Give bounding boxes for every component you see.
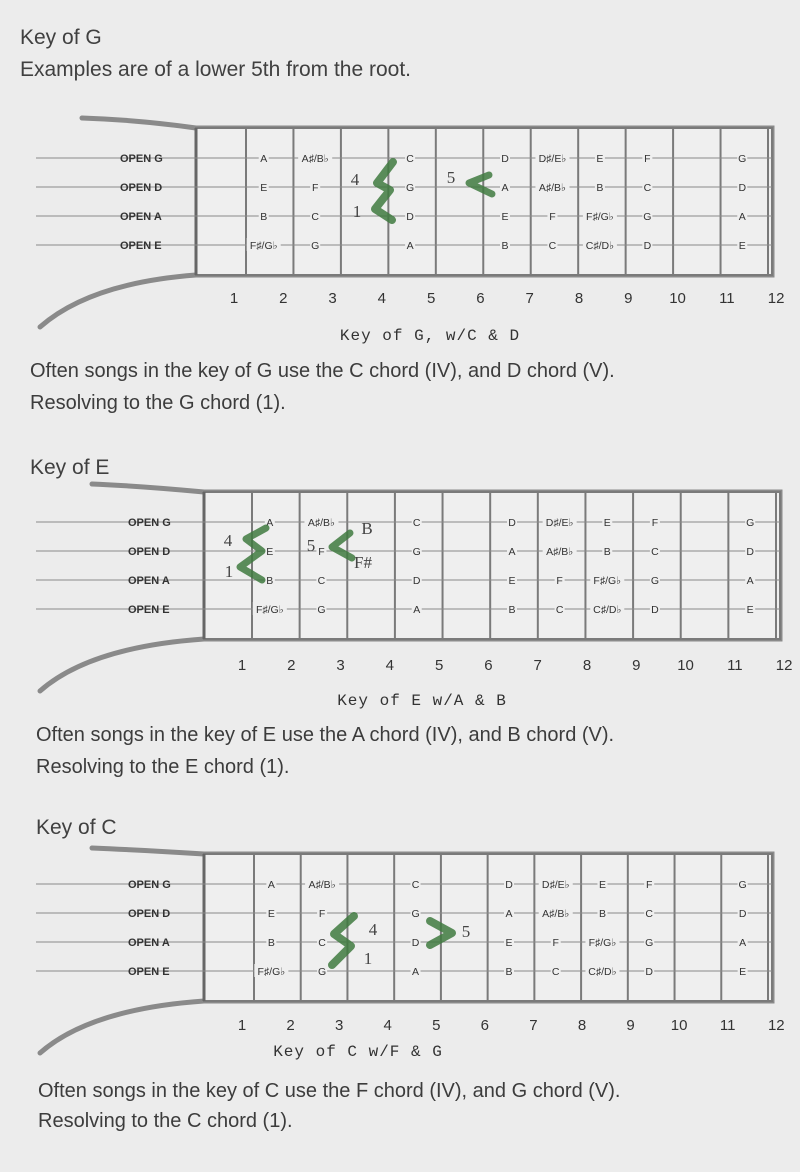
fret-note: C♯/D♭	[593, 604, 622, 616]
fret-note: E	[267, 908, 275, 920]
string-label: OPEN D	[128, 908, 171, 920]
fret-note: F♯/G♭	[249, 240, 278, 252]
fret-note: E	[260, 182, 268, 194]
fret-note: E	[746, 604, 754, 616]
fret-note: F♯/G♭	[588, 937, 617, 949]
fret-note: D	[508, 517, 516, 529]
fret-note: F	[311, 182, 319, 194]
chord-marker: 1	[363, 949, 373, 968]
fret-note: E	[739, 966, 747, 978]
description-g-line1: Often songs in the key of G use the C chord (IV), and D chord (V).	[30, 360, 615, 382]
description-c-line2: Resolving to the C chord (1).	[38, 1110, 293, 1132]
chord-marker: 1	[224, 562, 234, 581]
fret-note: A	[260, 153, 268, 165]
fret-note: A	[508, 546, 516, 558]
fret-number: 7	[529, 1017, 538, 1034]
fret-note: G	[738, 153, 747, 165]
fret-note: A♯/B♭	[546, 546, 574, 558]
fret-note: C	[406, 153, 414, 165]
string-label: OPEN E	[128, 604, 170, 616]
fret-note: A	[267, 879, 275, 891]
fret-number: 9	[626, 1017, 635, 1034]
fret-note: G	[746, 517, 755, 529]
fret-number: 9	[632, 657, 641, 674]
fret-note: G	[650, 575, 659, 587]
fret-note: C	[317, 575, 326, 587]
fret-note: C	[555, 604, 564, 616]
fret-note: B	[603, 546, 611, 558]
fret-note: A	[501, 182, 509, 194]
fret-number: 1	[229, 290, 239, 307]
fret-note: B	[598, 908, 606, 920]
fret-note: E	[738, 240, 746, 252]
fret-note: D	[505, 879, 513, 891]
fret-number: 7	[533, 657, 542, 674]
fret-note: D	[746, 546, 754, 558]
chord-marker: 4	[368, 920, 378, 939]
fret-number: 11	[719, 1017, 736, 1034]
fret-note: C	[643, 182, 652, 194]
fret-number: 8	[582, 657, 592, 674]
fret-note: F	[549, 211, 556, 223]
fret-number: 10	[670, 1017, 688, 1034]
description-e-line1: Often songs in the key of E use the A chord (IV), and B chord (V).	[36, 724, 615, 746]
fret-note: E	[603, 517, 611, 529]
fret-note: C♯/D♭	[588, 966, 617, 978]
fret-number: 6	[484, 657, 493, 674]
fret-number: 4	[385, 657, 395, 674]
fret-note: G	[318, 966, 327, 978]
description-c-line1: Often songs in the key of C use the F chord (IV), and G chord (V).	[38, 1080, 621, 1102]
fret-number: 5	[426, 290, 436, 307]
string-label: OPEN G	[120, 153, 163, 165]
fret-note: D	[501, 153, 509, 165]
fret-note: B	[505, 966, 513, 978]
fret-note: F	[644, 153, 651, 165]
fret-number: 2	[287, 657, 296, 674]
fret-note: D	[406, 211, 414, 223]
fret-note: F	[556, 575, 563, 587]
heading-key-of-e: Key of E	[30, 456, 110, 479]
diagram-caption: Key of G, w/C & D	[339, 327, 521, 345]
fret-note: F	[552, 937, 559, 949]
fret-note: F♯/G♭	[257, 966, 286, 978]
description-e-line2: Resolving to the E chord (1).	[36, 756, 290, 778]
string-label: OPEN A	[120, 211, 162, 223]
fret-note: E	[596, 153, 604, 165]
fret-note: G	[317, 604, 326, 616]
diagram-caption: Key of C w/F & G	[273, 1043, 443, 1061]
fret-note: D	[412, 575, 421, 587]
fret-note: A	[739, 937, 747, 949]
chord-marker: 4	[350, 170, 360, 189]
fret-number: 9	[624, 290, 633, 307]
fret-note: A	[412, 966, 420, 978]
chord-marker: 4	[223, 531, 233, 550]
fret-number: 8	[577, 1017, 587, 1034]
fret-number: 4	[377, 290, 387, 307]
fret-note: C	[318, 937, 326, 949]
fret-number: 3	[334, 1017, 344, 1034]
fret-note: C	[548, 240, 557, 252]
fret-number: 10	[677, 657, 694, 674]
diagram-caption: Key of E w/A & B	[337, 692, 507, 710]
fretboard-diagram-c	[0, 838, 800, 1078]
fret-note: B	[501, 240, 509, 252]
fret-note: F♯/G♭	[255, 604, 284, 616]
fret-number: 1	[237, 1017, 247, 1034]
fret-note: F	[318, 908, 326, 920]
string-label: OPEN A	[128, 575, 170, 587]
fret-number: 11	[727, 657, 743, 674]
fret-note: B	[266, 575, 274, 587]
fret-note: F♯/G♭	[586, 211, 614, 223]
fret-number: 3	[328, 290, 337, 307]
fret-number: 11	[719, 290, 735, 307]
fret-note: G	[738, 879, 747, 891]
fret-note: A	[738, 211, 746, 223]
fret-number: 6	[476, 290, 485, 307]
fret-note: C	[651, 546, 659, 558]
fret-note: G	[406, 182, 415, 194]
fret-note: A♯/B♭	[301, 153, 329, 165]
fret-note: C♯/D♭	[585, 240, 615, 252]
fret-note: A	[505, 908, 513, 920]
fretboard-body	[204, 492, 780, 639]
fret-note: C	[412, 517, 421, 529]
fret-number: 12	[767, 290, 785, 307]
fret-note: A	[413, 604, 421, 616]
fret-note: F	[645, 879, 653, 891]
fret-note: C	[551, 966, 560, 978]
chord-marker: B	[361, 519, 373, 538]
fret-note: D♯/E♭	[538, 153, 567, 165]
fret-number: 8	[574, 290, 584, 307]
fret-note: A	[266, 517, 274, 529]
fret-number: 5	[432, 1017, 441, 1034]
fret-note: A	[746, 575, 754, 587]
fret-number: 4	[383, 1017, 392, 1034]
chord-marker: 5	[306, 536, 316, 555]
chord-marker: F#	[354, 553, 372, 572]
string-label: OPEN G	[128, 879, 171, 891]
fret-note: G	[643, 211, 652, 223]
fret-note: D	[645, 966, 653, 978]
fret-note: A♯/B♭	[538, 182, 567, 194]
fret-note: F♯/G♭	[593, 575, 622, 587]
fret-note: A♯/B♭	[307, 517, 336, 529]
fret-number: 5	[434, 657, 444, 674]
fretboard-diagram-g	[0, 110, 800, 350]
fret-number: 2	[279, 290, 288, 307]
page-title: Key of G	[20, 26, 102, 49]
string-label: OPEN D	[128, 546, 171, 558]
fret-note: B	[508, 604, 516, 616]
string-label: OPEN D	[120, 182, 163, 194]
fret-note: E	[508, 575, 516, 587]
string-label: OPEN E	[120, 240, 162, 252]
fret-note: D♯/E♭	[545, 517, 574, 529]
fret-note: C	[645, 908, 653, 920]
fret-number: 3	[336, 657, 345, 674]
fret-number: 12	[767, 1017, 785, 1034]
fret-note: D	[643, 240, 652, 252]
chord-marker: 5	[446, 168, 456, 187]
page-subtitle: Examples are of a lower 5th from the root.	[20, 58, 412, 81]
fret-note: G	[411, 908, 420, 920]
string-label: OPEN E	[128, 966, 170, 978]
fret-note: A	[406, 240, 414, 252]
fret-note: A♯/B♭	[308, 879, 336, 891]
fret-number: 7	[525, 290, 534, 307]
fret-note: D	[651, 604, 659, 616]
chord-marker: 1	[352, 202, 362, 221]
fret-note: D♯/E♭	[541, 879, 570, 891]
fret-note: E	[505, 937, 513, 949]
description-g-line2: Resolving to the G chord (1).	[30, 392, 286, 414]
fret-note: C	[311, 211, 319, 223]
fret-number: 12	[775, 657, 793, 674]
fret-note: E	[598, 879, 606, 891]
fret-note: F	[318, 546, 325, 558]
fret-note: B	[596, 182, 604, 194]
fret-number: 10	[669, 290, 686, 307]
fret-note: D	[738, 908, 747, 920]
fret-number: 6	[480, 1017, 490, 1034]
fret-note: B	[267, 937, 275, 949]
fret-note: E	[266, 546, 274, 558]
fret-note: C	[411, 879, 420, 891]
fret-number: 2	[286, 1017, 295, 1034]
string-label: OPEN A	[128, 937, 170, 949]
fret-note: D	[411, 937, 420, 949]
fret-note: G	[645, 937, 654, 949]
string-label: OPEN G	[128, 517, 171, 529]
fret-note: A♯/B♭	[542, 908, 570, 920]
fretboard-diagram-e	[0, 476, 800, 716]
fret-note: G	[412, 546, 421, 558]
fret-note: G	[311, 240, 320, 252]
chord-marker: 5	[461, 922, 471, 941]
heading-key-of-c: Key of C	[36, 816, 117, 839]
fret-number: 1	[237, 657, 247, 674]
fret-note: E	[501, 211, 509, 223]
fret-note: B	[260, 211, 268, 223]
fret-note: F	[651, 517, 659, 529]
fret-note: D	[738, 182, 747, 194]
